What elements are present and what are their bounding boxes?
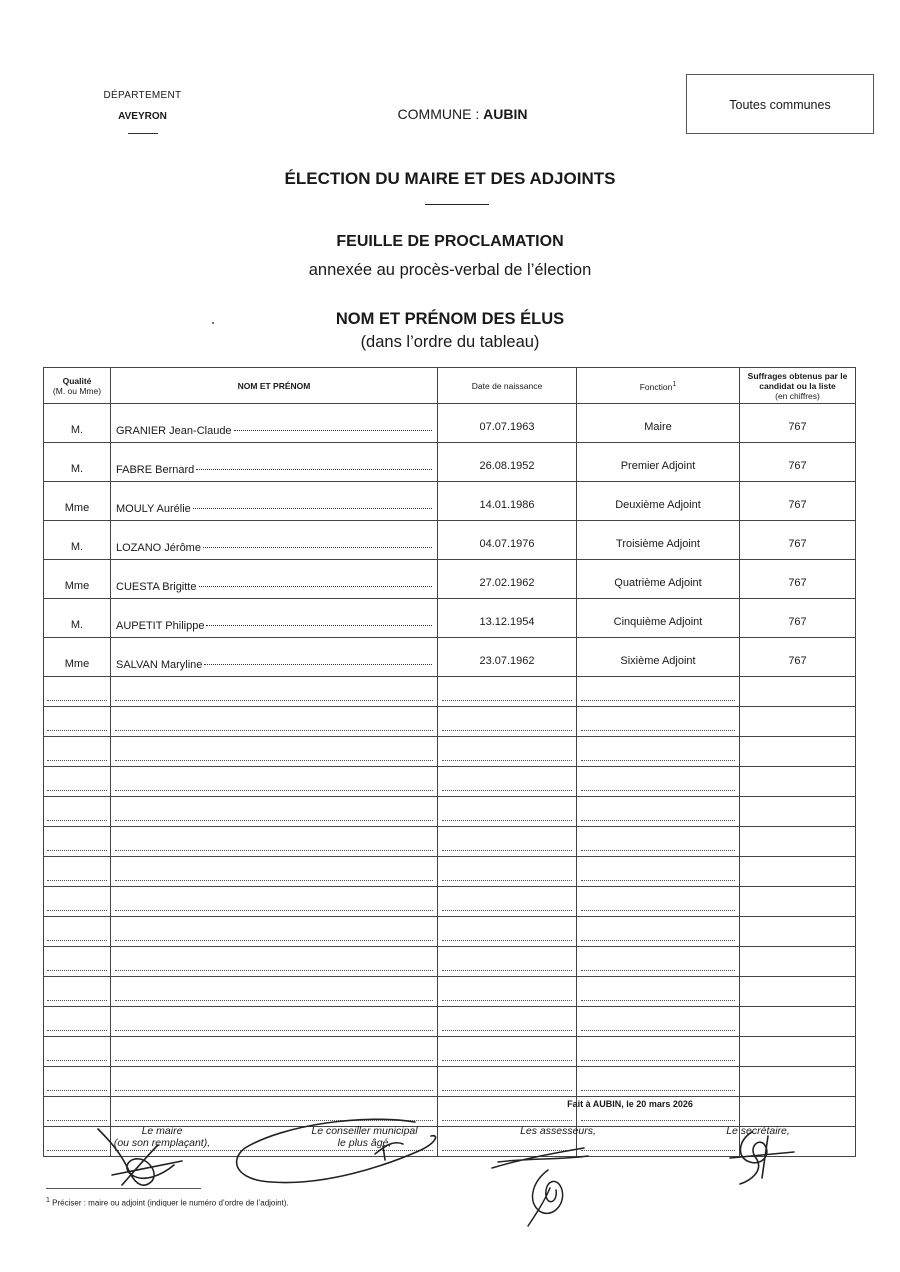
table-row: [44, 521, 856, 560]
elected-officials-table: [43, 367, 856, 1157]
cell-nom-blank: [111, 1067, 438, 1097]
header-date: Date de naissance: [438, 368, 577, 404]
cell-nom-blank: [111, 947, 438, 977]
scope-box-text: Toutes communes: [729, 98, 831, 112]
dotted-fill-line: [47, 699, 107, 701]
dotted-fill-line: [442, 879, 572, 881]
title-divider: [425, 204, 489, 205]
dotted-fill-line: [47, 879, 107, 881]
cell-nom-blank: [111, 737, 438, 767]
cell-nom-blank: [111, 857, 438, 887]
dotted-fill-line: [115, 819, 433, 821]
cell-qualite-blank: [44, 977, 111, 1007]
empty-table-row: [44, 737, 856, 767]
dotted-fill-line: [581, 879, 735, 881]
cell-suffrages-blank: [740, 677, 856, 707]
dotted-fill-line: [581, 759, 735, 761]
dotted-fill-line: [581, 1149, 735, 1151]
cell-date-blank: [438, 707, 577, 737]
dotted-fill-line: [581, 999, 735, 1001]
header-qualite-label: Qualité: [62, 375, 92, 386]
cell-qualite: Mme: [44, 482, 111, 521]
cell-qualite: Mme: [44, 560, 111, 599]
cell-suffrages-blank: [740, 797, 856, 827]
cell-nom: [111, 638, 438, 677]
dotted-fill-line: [581, 789, 735, 791]
cell-nom: [111, 443, 438, 482]
cell-fonction-blank: [577, 947, 740, 977]
dotted-fill-line: [581, 969, 735, 971]
cell-date-blank: [438, 1007, 577, 1037]
cell-fonction: Quatrième Adjoint: [577, 560, 740, 599]
cell-qualite-blank: [44, 887, 111, 917]
cell-qualite: M.: [44, 404, 111, 443]
cell-suffrages-blank: [740, 857, 856, 887]
dotted-fill-line: [442, 939, 572, 941]
cell-nom-text: GRANIER Jean-Claude: [116, 425, 232, 437]
cell-fonction-blank: [577, 827, 740, 857]
cell-nom: [111, 521, 438, 560]
mayor-label-line1: Le maire: [141, 1125, 183, 1137]
dotted-fill-line: [581, 729, 735, 731]
empty-table-row: [44, 977, 856, 1007]
secretary-signature: [722, 1118, 802, 1188]
dotted-fill-line: [47, 729, 107, 731]
cell-suffrages-blank: [740, 947, 856, 977]
dotted-fill-line: [115, 849, 433, 851]
cell-fonction: Sixième Adjoint: [577, 638, 740, 677]
dotted-fill-line: [115, 879, 433, 881]
dotted-fill-line: [581, 849, 735, 851]
cell-nom-blank: [111, 1007, 438, 1037]
mayor-signature: [92, 1125, 192, 1195]
cell-qualite-blank: [44, 1007, 111, 1037]
cell-date-blank: [438, 977, 577, 1007]
dotted-fill-line: [115, 759, 433, 761]
footnote-text: Préciser : maire ou adjoint (indiquer le numéro d’ordre de l’adjoint).: [52, 1198, 289, 1208]
dotted-fill-line: [47, 969, 107, 971]
dotted-fill-line: [581, 909, 735, 911]
cell-fonction-blank: [577, 977, 740, 1007]
cell-date: 27.02.1962: [438, 560, 577, 599]
cell-date-blank: [438, 917, 577, 947]
header-fonction-label: Fonction: [639, 381, 673, 392]
cell-fonction: Premier Adjoint: [577, 443, 740, 482]
cell-nom: [111, 599, 438, 638]
dotted-fill-line: [442, 849, 572, 851]
header-nom: NOM ET PRÉNOM: [111, 368, 438, 404]
dotted-fill-line: [442, 819, 572, 821]
cell-qualite: M.: [44, 521, 111, 560]
cell-date: 23.07.1962: [438, 638, 577, 677]
dotted-fill-line: [47, 819, 107, 821]
dotted-fill-line: [442, 699, 572, 701]
cell-date-blank: [438, 1037, 577, 1067]
cell-date-blank: [438, 767, 577, 797]
cell-suffrages: 767: [740, 638, 856, 677]
cell-fonction-blank: [577, 737, 740, 767]
cell-date: 26.08.1952: [438, 443, 577, 482]
dotted-fill-line: [581, 1059, 735, 1061]
table-row: [44, 404, 856, 443]
cell-nom-text: SALVAN Maryline: [116, 659, 203, 671]
cell-qualite-blank: [44, 677, 111, 707]
dotted-fill-line: [442, 1119, 572, 1121]
cell-nom-text: CUESTA Brigitte: [116, 581, 197, 593]
footnote: [46, 1197, 289, 1208]
dotted-fill-line: [442, 789, 572, 791]
cell-qualite-blank: [44, 857, 111, 887]
cell-fonction-blank: [577, 707, 740, 737]
empty-table-row: [44, 887, 856, 917]
department-name: AVEYRON: [118, 111, 167, 122]
table-header-row: [44, 368, 856, 404]
councillor-signature: [225, 1110, 445, 1190]
cell-suffrages-blank: [740, 767, 856, 797]
dotted-fill-line: [581, 1119, 735, 1121]
cell-nom-text: AUPETIT Philippe: [116, 620, 205, 632]
empty-table-row: [44, 677, 856, 707]
mayor-label-line2: (ou son remplaçant),: [113, 1137, 211, 1149]
cell-nom-text: LOZANO Jérôme: [116, 542, 201, 554]
cell-suffrages: 767: [740, 560, 856, 599]
cell-suffrages: 767: [740, 443, 856, 482]
cell-nom-blank: [111, 797, 438, 827]
secretary-signature-label: Le secrétaire,: [726, 1125, 790, 1137]
dotted-fill-line: [581, 939, 735, 941]
empty-table-row: [44, 857, 856, 887]
cell-date: 04.07.1976: [438, 521, 577, 560]
table-row: [44, 443, 856, 482]
dotted-fill-line: [115, 789, 433, 791]
cell-suffrages: 767: [740, 482, 856, 521]
cell-qualite: M.: [44, 443, 111, 482]
dotted-fill-line: [442, 999, 572, 1001]
table-row: [44, 638, 856, 677]
cell-date-blank: [438, 1067, 577, 1097]
empty-table-row: [44, 827, 856, 857]
cell-qualite-blank: [44, 827, 111, 857]
assessors-signature-label: Les assesseurs,: [520, 1125, 596, 1137]
dotted-fill-line: [115, 969, 433, 971]
cell-suffrages-blank: [740, 977, 856, 1007]
cell-date-blank: [438, 677, 577, 707]
document-title: ÉLECTION DU MAIRE ET DES ADJOINTS: [284, 169, 616, 188]
header-suffrages: [740, 368, 856, 404]
table-row: [44, 599, 856, 638]
cell-nom-blank: [111, 887, 438, 917]
dotted-fill-line: [47, 999, 107, 1001]
cell-nom-blank: [111, 917, 438, 947]
cell-date-blank: [438, 797, 577, 827]
cell-qualite-blank: [44, 1037, 111, 1067]
dotted-fill-line: [47, 1059, 107, 1061]
cell-suffrages-blank: [740, 737, 856, 767]
sheet-title: FEUILLE DE PROCLAMATION: [336, 233, 564, 250]
cell-qualite-blank: [44, 767, 111, 797]
cell-fonction-blank: [577, 1067, 740, 1097]
dotted-fill-line: [581, 1029, 735, 1031]
cell-suffrages-blank: [740, 827, 856, 857]
list-subtitle: (dans l’ordre du tableau): [360, 333, 540, 351]
commune-label: COMMUNE :: [397, 106, 480, 122]
cell-fonction: Troisième Adjoint: [577, 521, 740, 560]
dotted-fill-line: [442, 729, 572, 731]
dotted-fill-line: [442, 1029, 572, 1031]
empty-table-row: [44, 947, 856, 977]
cell-date-blank: [438, 827, 577, 857]
dotted-fill-line: [115, 1089, 433, 1091]
cell-qualite-blank: [44, 1067, 111, 1097]
cell-nom-text: MOULY Aurélie: [116, 503, 191, 515]
commune-heading: [340, 106, 585, 122]
dotted-fill-line: [442, 909, 572, 911]
list-title: NOM ET PRÉNOM DES ÉLUS: [335, 310, 565, 328]
dotted-fill-line: [442, 759, 572, 761]
scope-box: [686, 74, 874, 134]
dotted-fill-line: [581, 1089, 735, 1091]
dotted-fill-line: [47, 1089, 107, 1091]
cell-fonction: Maire: [577, 404, 740, 443]
dotted-fill-line: [115, 1059, 433, 1061]
cell-fonction-blank: [577, 917, 740, 947]
empty-table-row: [44, 1007, 856, 1037]
cell-fonction-blank: [577, 1007, 740, 1037]
dotted-fill-line: [47, 849, 107, 851]
header-suffrages-sub: (en chiffres): [775, 390, 820, 401]
dotted-fill-line: [581, 699, 735, 701]
cell-qualite: Mme: [44, 638, 111, 677]
cell-fonction-blank: [577, 857, 740, 887]
cell-nom-text: FABRE Bernard: [116, 464, 195, 476]
dotted-fill-line: [115, 999, 433, 1001]
cell-nom-blank: [111, 1037, 438, 1067]
department-divider: [128, 133, 158, 134]
dotted-fill-line: [47, 909, 107, 911]
signed-at-date: Fait à AUBIN, le 20 mars 2026: [567, 1099, 693, 1109]
cell-nom-blank: [111, 977, 438, 1007]
cell-qualite: M.: [44, 599, 111, 638]
cell-date-blank: [438, 737, 577, 767]
cell-nom-blank: [111, 677, 438, 707]
cell-nom-blank: [111, 707, 438, 737]
cell-date-blank: [438, 887, 577, 917]
dotted-fill-line: [581, 819, 735, 821]
dotted-fill-line: [115, 729, 433, 731]
cell-nom-blank: [111, 767, 438, 797]
header-qualite-sub: (M. ou Mme): [52, 385, 102, 396]
dotted-fill-line: [47, 939, 107, 941]
cell-qualite-blank: [44, 707, 111, 737]
cell-fonction: Cinquième Adjoint: [577, 599, 740, 638]
header-suffrages-label: Suffrages obtenus par le candidat ou la liste: [747, 370, 848, 391]
cell-date: 07.07.1963: [438, 404, 577, 443]
cell-nom: [111, 560, 438, 599]
cell-suffrages: 767: [740, 404, 856, 443]
empty-table-row: [44, 707, 856, 737]
cell-suffrages-blank: [740, 1067, 856, 1097]
cell-suffrages-blank: [740, 1037, 856, 1067]
dotted-fill-line: [47, 1029, 107, 1031]
dotted-fill-line: [115, 699, 433, 701]
cell-fonction-blank: [577, 887, 740, 917]
empty-table-row: [44, 1037, 856, 1067]
header-fonction: [577, 368, 740, 404]
empty-table-row: [44, 767, 856, 797]
dotted-fill-line: [115, 909, 433, 911]
assessors-signature: [488, 1140, 598, 1230]
cell-qualite-blank: [44, 797, 111, 827]
dotted-fill-line: [47, 789, 107, 791]
cell-nom-blank: [111, 827, 438, 857]
dotted-fill-line: [442, 969, 572, 971]
cell-suffrages-blank: [740, 887, 856, 917]
empty-table-row: [44, 797, 856, 827]
cell-fonction-blank: [577, 767, 740, 797]
cell-fonction: Deuxième Adjoint: [577, 482, 740, 521]
councillor-label-line2: le plus âgé,: [337, 1137, 392, 1149]
cell-date: 14.01.1986: [438, 482, 577, 521]
cell-date-blank: [438, 947, 577, 977]
dotted-fill-line: [47, 759, 107, 761]
empty-table-row: [44, 1067, 856, 1097]
dotted-fill-line: [115, 1029, 433, 1031]
cell-suffrages: 767: [740, 599, 856, 638]
dotted-fill-line: [47, 1119, 107, 1121]
cell-qualite-blank: [44, 1097, 111, 1127]
cell-qualite-blank: [44, 917, 111, 947]
footnote-divider: [46, 1188, 201, 1189]
cell-fonction-blank: [577, 677, 740, 707]
cell-date: 13.12.1954: [438, 599, 577, 638]
cell-suffrages-blank: [740, 917, 856, 947]
cell-qualite-blank: [44, 737, 111, 767]
dotted-fill-line: [442, 1059, 572, 1061]
cell-suffrages-blank: [740, 707, 856, 737]
department-label: DÉPARTEMENT: [103, 90, 182, 101]
sheet-subtitle: annexée au procès-verbal de l’élection: [308, 261, 592, 279]
cell-suffrages-blank: [740, 1007, 856, 1037]
dotted-fill-line: [442, 1089, 572, 1091]
councillor-label-line1: Le conseiller municipal: [311, 1125, 418, 1137]
header-fonction-note: 1: [672, 380, 677, 388]
cell-fonction-blank: [577, 797, 740, 827]
cell-nom: [111, 404, 438, 443]
cell-qualite-blank: [44, 947, 111, 977]
cell-date-blank: [438, 857, 577, 887]
commune-name: AUBIN: [483, 106, 528, 122]
table-row: [44, 560, 856, 599]
footnote-mark: 1: [46, 1197, 50, 1204]
header-qualite: [44, 368, 111, 404]
table-row: [44, 482, 856, 521]
cell-suffrages: 767: [740, 521, 856, 560]
cell-nom: [111, 482, 438, 521]
cell-fonction-blank: [577, 1037, 740, 1067]
empty-table-row: [44, 917, 856, 947]
dotted-fill-line: [115, 939, 433, 941]
